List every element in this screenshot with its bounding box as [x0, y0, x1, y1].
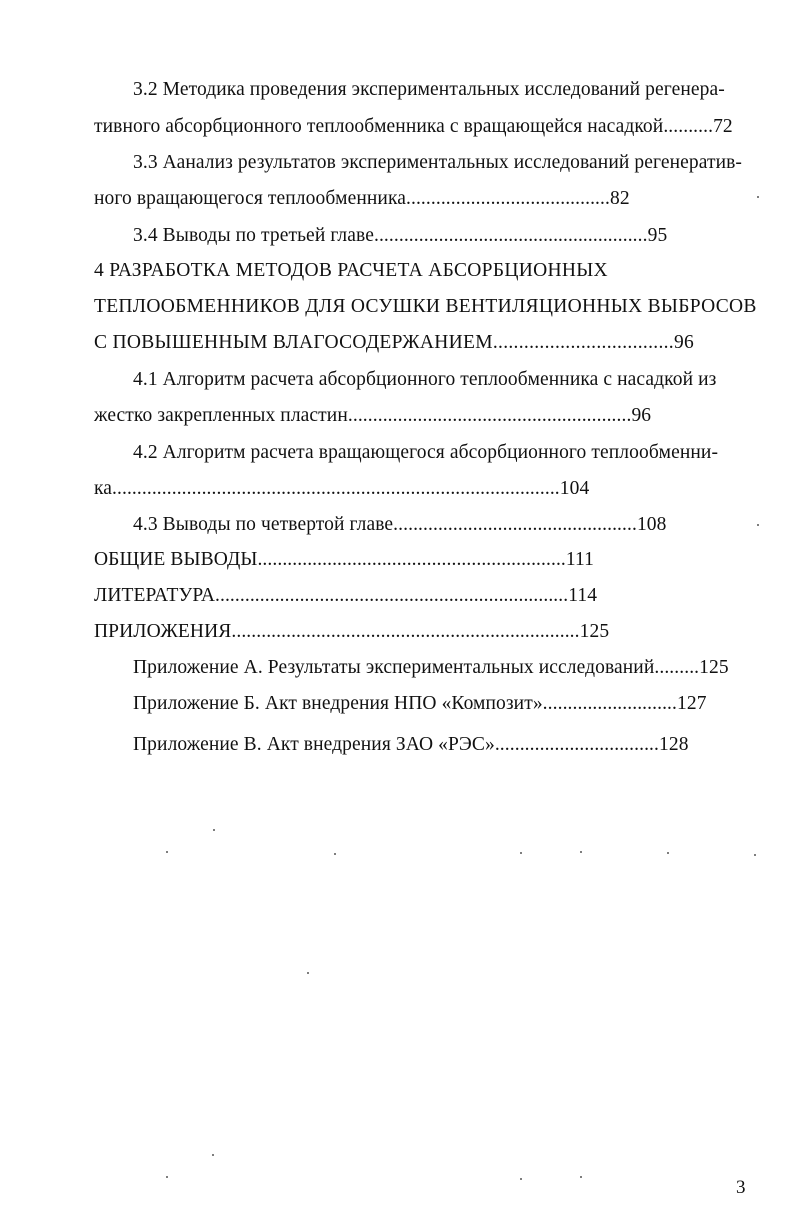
scan-speck	[757, 524, 759, 526]
toc-appendix-c[interactable]: Приложение В. Акт внедрения ЗАО «РЭС».................................128	[133, 734, 689, 755]
scan-speck	[580, 1176, 582, 1178]
scan-speck	[307, 972, 309, 974]
scan-speck	[757, 196, 759, 198]
toc-4-1-line-2[interactable]: жестко закрепленных пластин.........................................................96	[94, 405, 652, 426]
scan-speck	[754, 854, 756, 856]
toc-3-2-line-1[interactable]: 3.2 Методика проведения экспериментальных исследований регенера-	[133, 79, 725, 100]
scan-speck	[212, 1154, 214, 1156]
toc-appendix-a[interactable]: Приложение А. Результаты экспериментальных исследований.........125	[133, 657, 729, 678]
toc-3-3-line-2[interactable]: ного вращающегося теплообменника.........................................82	[94, 188, 630, 209]
toc-3-4[interactable]: 3.4 Выводы по третьей главе.......................................................95	[133, 225, 668, 246]
toc-appendices[interactable]: ПРИЛОЖЕНИЯ......................................................................125	[94, 621, 610, 642]
toc-general-conclusions[interactable]: ОБЩИЕ ВЫВОДЫ..............................................................111	[94, 549, 595, 570]
scan-speck	[520, 852, 522, 854]
toc-chapter-4-line-2[interactable]: ТЕПЛООБМЕННИКОВ ДЛЯ ОСУШКИ ВЕНТИЛЯЦИОННЫХ ВЫБРОСОВ	[94, 296, 757, 317]
toc-literature[interactable]: ЛИТЕРАТУРА.......................................................................114	[94, 585, 598, 606]
scan-speck	[166, 1176, 168, 1178]
scan-speck	[166, 851, 168, 853]
scan-speck	[334, 853, 336, 855]
toc-3-2-line-2[interactable]: тивного абсорбционного теплообменника с вращающейся насадкой..........72	[94, 116, 733, 137]
scan-speck	[520, 1178, 522, 1180]
toc-4-2-line-1[interactable]: 4.2 Алгоритм расчета вращающегося абсорбционного теплообменни-	[133, 442, 719, 463]
toc-3-3-line-1[interactable]: 3.3 Аанализ результатов экспериментальных исследований регенератив-	[133, 152, 743, 173]
page-number: 3	[736, 1177, 746, 1198]
scan-speck	[667, 852, 669, 854]
toc-chapter-4-line-1[interactable]: 4 РАЗРАБОТКА МЕТОДОВ РАСЧЕТА АБСОРБЦИОННЫХ	[94, 260, 608, 281]
scan-speck	[580, 851, 582, 853]
scan-speck	[213, 829, 215, 831]
toc-4-3[interactable]: 4.3 Выводы по четвертой главе.................................................108	[133, 514, 667, 535]
toc-appendix-b[interactable]: Приложение Б. Акт внедрения НПО «Композит»...........................127	[133, 693, 707, 714]
toc-4-1-line-1[interactable]: 4.1 Алгоритм расчета абсорбционного теплообменника с насадкой из	[133, 369, 717, 390]
toc-4-2-line-2[interactable]: ка..........................................................................................104	[94, 478, 590, 499]
toc-chapter-4-line-3[interactable]: С ПОВЫШЕННЫМ ВЛАГОСОДЕРЖАНИЕМ...................................96	[94, 332, 695, 353]
